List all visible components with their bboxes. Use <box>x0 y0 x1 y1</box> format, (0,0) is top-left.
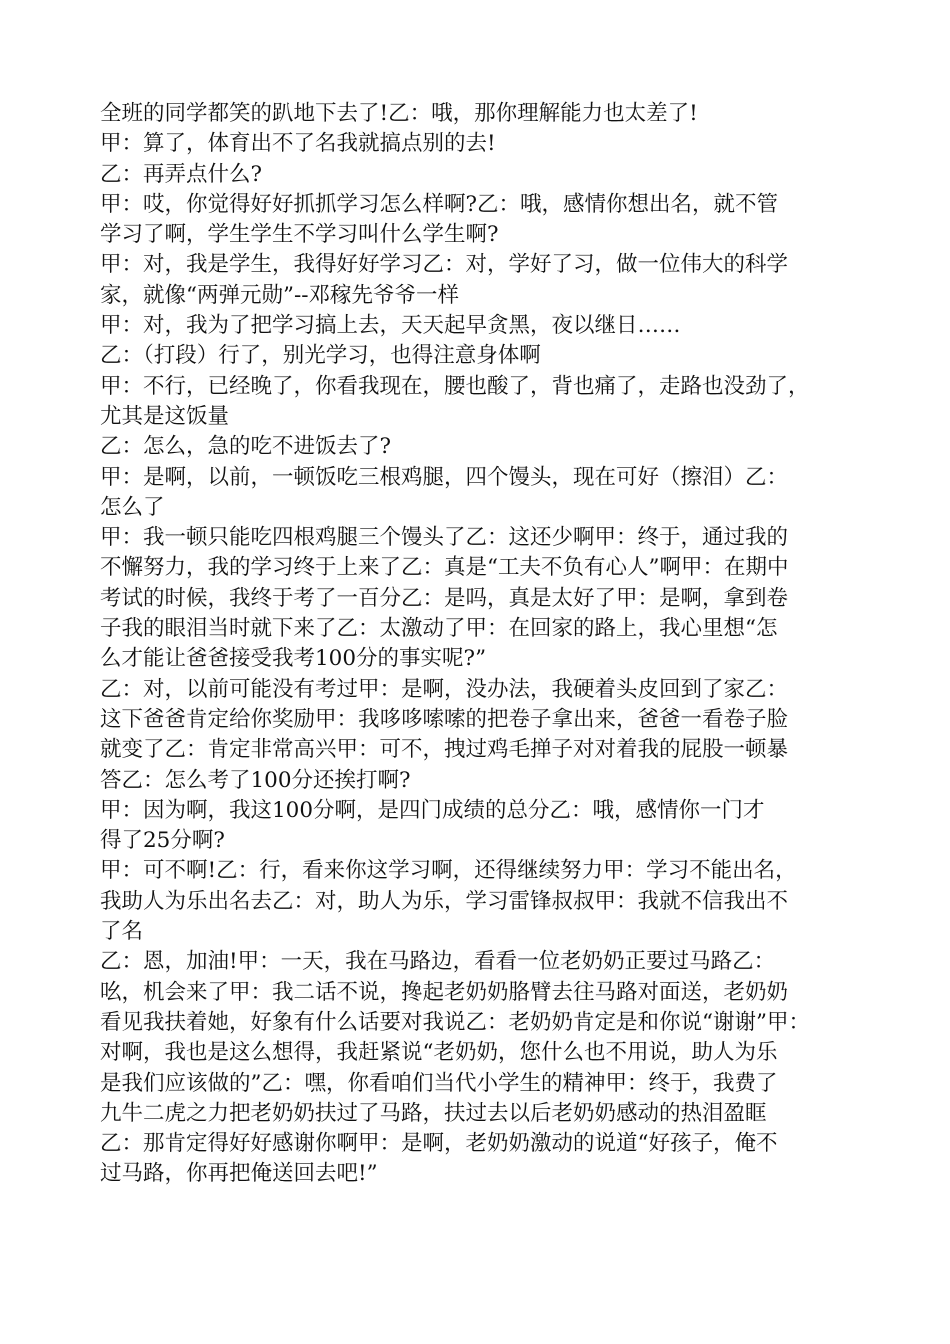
text-line: 我助人为乐出名去乙：对，助人为乐，学习雷锋叔叔甲：我就不信我出不 <box>100 888 789 914</box>
dialogue-text <box>100 99 870 1190</box>
text-line: 尤其是这饭量 <box>100 403 230 429</box>
text-line: 答乙：怎么考了100分还挨打啊? <box>100 767 411 793</box>
text-line: 过马路，你再把俺送回去吧!” <box>100 1161 378 1187</box>
text-line: 子我的眼泪当时就下来了乙：太激动了甲：在回家的路上，我心里想“怎 <box>100 616 778 642</box>
text-line: 就变了乙：肯定非常高兴甲：可不，拽过鸡毛掸子对对着我的屁股一顿暴 <box>100 737 789 763</box>
text-line: 甲：我一顿只能吃四根鸡腿三个馒头了乙：这还少啊甲：终于，通过我的 <box>100 525 789 551</box>
text-line: 这下爸爸肯定给你奖励甲：我哆哆嗦嗦的把卷子拿出来，爸爸一看卷子脸 <box>100 706 789 732</box>
text-line: 乙：（打段）行了，别光学习，也得注意身体啊 <box>100 343 541 369</box>
text-line: 甲：不行，已经晚了，你看我现在，腰也酸了，背也痛了，走路也没劲了， <box>100 373 810 399</box>
text-line: 么才能让爸爸接受我考100分的事实呢?” <box>100 646 487 672</box>
text-line: 甲：因为啊，我这100分啊，是四门成绩的总分乙：哦，感情你一门才 <box>100 797 765 823</box>
text-line: 家，就像“两弹元勋”--邓稼先爷爷一样 <box>100 282 460 308</box>
text-line: 甲：哎，你觉得好好抓抓学习怎么样啊?乙：哦，感情你想出名，就不管 <box>100 191 779 217</box>
text-line: 学习了啊，学生学生不学习叫什么学生啊? <box>100 222 499 248</box>
text-line: 九牛二虎之力把老奶奶扶过了马路，扶过去以后老奶奶感动的热泪盈眶 <box>100 1100 767 1126</box>
text-line: 乙：恩，加油!甲：一天，我在马路边，看看一位老奶奶正要过马路乙： <box>100 949 776 975</box>
text-line: 甲：算了，体育出不了名我就搞点别的去! <box>100 131 496 157</box>
text-line: 了名 <box>100 919 144 945</box>
text-line: 乙：再弄点什么? <box>100 161 263 187</box>
text-line: 对啊，我也是这么想得，我赶紧说“老奶奶，您什么也不用说，助人为乐 <box>100 1040 778 1066</box>
text-line: 乙：怎么，急的吃不进饭去了? <box>100 434 392 460</box>
text-line: 看见我扶着她，好象有什么话要对我说乙：老奶奶肯定是和你说“谢谢”甲： <box>100 1009 810 1035</box>
text-line: 甲：是啊，以前，一顿饭吃三根鸡腿，四个馒头，现在可好（擦泪）乙： <box>100 464 789 490</box>
text-line: 考试的时候，我终于考了一百分乙：是吗，真是太好了甲：是啊，拿到卷 <box>100 585 789 611</box>
text-line: 乙：对，以前可能没有考过甲：是啊，没办法，我硬着头皮回到了家乙： <box>100 676 789 702</box>
text-line: 乙：那肯定得好好感谢你啊甲：是啊，老奶奶激动的说道“好孩子，俺不 <box>100 1131 778 1157</box>
text-line: 甲：可不啊!乙：行，看来你这学习啊，还得继续努力甲：学习不能出名， <box>100 858 797 884</box>
text-line: 得了25分啊? <box>100 828 225 854</box>
text-line: 怎么了 <box>100 494 165 520</box>
text-line: 不懈努力，我的学习终于上来了乙：真是“工夫不负有心人”啊甲：在期中 <box>100 555 789 581</box>
text-line: 全班的同学都笑的趴地下去了!乙：哦，那你理解能力也太差了! <box>100 101 698 126</box>
text-line: 甲：对，我是学生，我得好好学习乙：对，学好了习，做一位伟大的科学 <box>100 252 789 278</box>
text-line: 甲：对，我为了把学习搞上去，天天起早贪黑，夜以继日…… <box>100 313 681 339</box>
text-line: 吆，机会来了甲：我二话不说，搀起老奶奶胳臂去往马路对面送，老奶奶 <box>100 979 789 1005</box>
text-line: 是我们应该做的”乙：嘿，你看咱们当代小学生的精神甲：终于，我费了 <box>100 1070 778 1096</box>
